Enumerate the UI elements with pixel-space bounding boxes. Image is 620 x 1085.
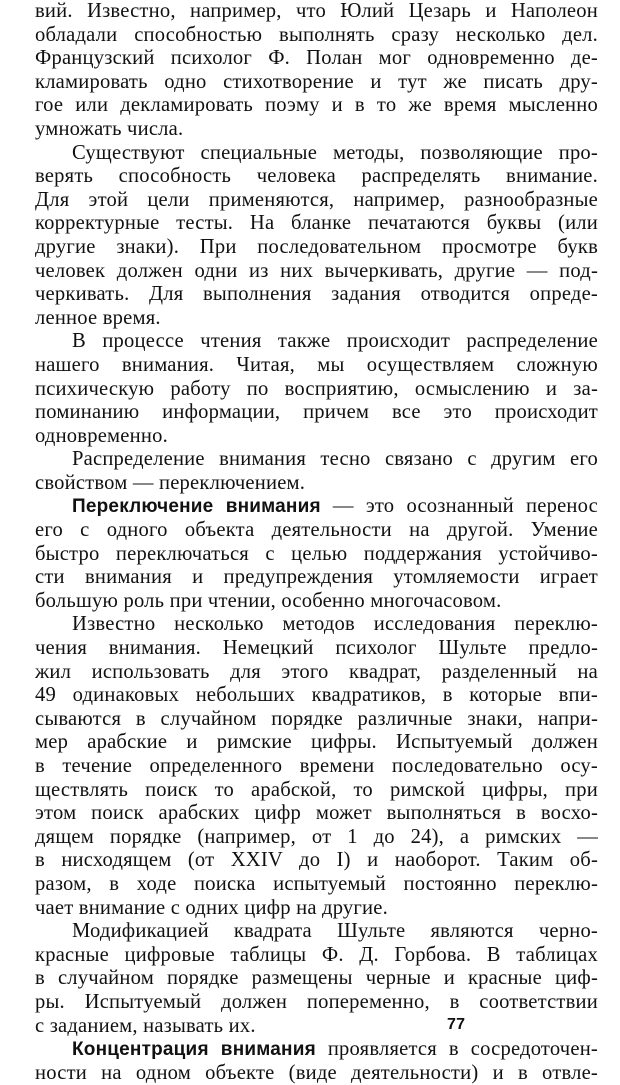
text-line: ности на одном объекте (виде деятельности) и в отвле-: [35, 1061, 598, 1084]
text-line: обладали способностью выполнять сразу несколько дел.: [35, 23, 598, 46]
text-line: гое или декламировать поэму и в то же время мысленно: [35, 94, 598, 117]
text-line: разом, в ходе поиска испытуемый постоянно переклю-: [35, 872, 598, 895]
text-line: человек должен одни из них вычеркивать, другие — под-: [35, 259, 598, 282]
text-line: В процессе чтения также происходит распределение: [72, 330, 598, 353]
paragraph: [35, 330, 598, 448]
text-line: в течение определенного времени последовательно осу-: [35, 755, 598, 777]
text-line: в случайном порядке размещены черные и красные циф-: [35, 967, 598, 990]
bold-term: Концентрация внимания: [72, 1039, 316, 1061]
text-line: сываются в случайном порядке различные знаки, напри-: [35, 707, 598, 730]
text-line: мер арабские и римские цифры. Испытуемый должен: [35, 731, 598, 754]
text-body: [35, 0, 598, 1085]
line-text: проявляется в сосредоточен-: [315, 1038, 598, 1061]
text-line: быстро переключаться с целью поддержания устойчиво-: [35, 542, 598, 565]
text-line: чения внимания. Немецкий психолог Шульте предло-: [35, 637, 598, 660]
text-line: поминанию информации, причем все это происходит: [35, 401, 598, 424]
text-line: 49 одинаковых небольших квадратиков, в которые впи-: [35, 684, 598, 707]
text-line: свойством — переключением.: [35, 471, 306, 494]
text-line: с заданием, называть их.: [35, 1014, 256, 1037]
text-line: жил использовать для этого квадрат, разделенный на: [35, 660, 598, 683]
text-line: [35, 495, 598, 519]
text-line: вий. Известно, например, что Юлий Цезарь и Наполеон: [35, 0, 598, 22]
paragraph: [35, 1038, 598, 1085]
text-line: ществлять поиск то арабской, то римской цифры, при: [35, 778, 598, 801]
text-line: верять способность человека распределять внимание.: [35, 165, 598, 188]
text-line: другие знаки). При последовательном просмотре букв: [35, 235, 598, 258]
text-line: умножать числа.: [35, 117, 184, 140]
text-line: нашего внимания. Читая, мы осуществляем сложную: [35, 353, 598, 376]
book-page: [35, 0, 598, 1084]
text-line: Известно несколько методов исследования переклю-: [72, 613, 598, 636]
text-line: Существуют специальные методы, позволяющие про-: [72, 141, 598, 164]
text-line: корректурные тесты. На бланке печатаются буквы (или: [35, 212, 598, 235]
text-line: ленное время.: [35, 306, 161, 329]
text-line: психическую работу по восприятию, осмыслению и за-: [35, 377, 598, 400]
text-line: Модификацией квадрата Шульте являются черно-: [72, 920, 598, 943]
text-line: красные цифровые таблицы Ф. Д. Горбова. В таблицах: [35, 943, 598, 966]
text-line: Для этой цели применяются, например, разнообразные: [35, 188, 598, 211]
paragraph: [35, 613, 598, 920]
paragraph: [35, 495, 598, 613]
paragraph: [35, 920, 598, 1038]
text-line: сти внимания и предупреждения утомляемости играет: [35, 566, 598, 589]
text-line: большую роль при чтении, особенно многочасовом.: [35, 589, 502, 612]
text-line: его с одного объекта деятельности на другой. Умение: [35, 519, 598, 542]
text-line: Распределение внимания тесно связано с другим его: [72, 448, 598, 471]
line-text: — это осознанный перенос: [320, 495, 598, 518]
bold-term: Переключение внимания: [72, 496, 321, 518]
paragraph: [35, 448, 598, 495]
text-line: ры. Испытуемый должен попеременно, в соответствии: [35, 990, 598, 1013]
text-line: кламировать одно стихотворение и тут же писать дру-: [35, 70, 598, 93]
text-line: [35, 1038, 598, 1062]
text-line: дящем порядке (например, от 1 до 24), а римских —: [35, 825, 598, 848]
text-line: в нисходящем (от XXIV до I) и наоборот. Таким об-: [35, 849, 598, 872]
text-line: чает внимание с одних цифр на другие.: [35, 896, 388, 919]
text-line: черкивать. Для выполнения задания отводится опреде-: [35, 283, 598, 306]
paragraph: [35, 142, 598, 331]
page-number: 77: [447, 1016, 466, 1033]
text-line: одновременно.: [35, 424, 168, 447]
text-line: этом поиск арабских цифр может выполняться в восхо-: [35, 802, 598, 825]
text-line: Французский психолог Ф. Полан мог одновременно де-: [35, 47, 598, 70]
paragraph: [35, 0, 598, 142]
